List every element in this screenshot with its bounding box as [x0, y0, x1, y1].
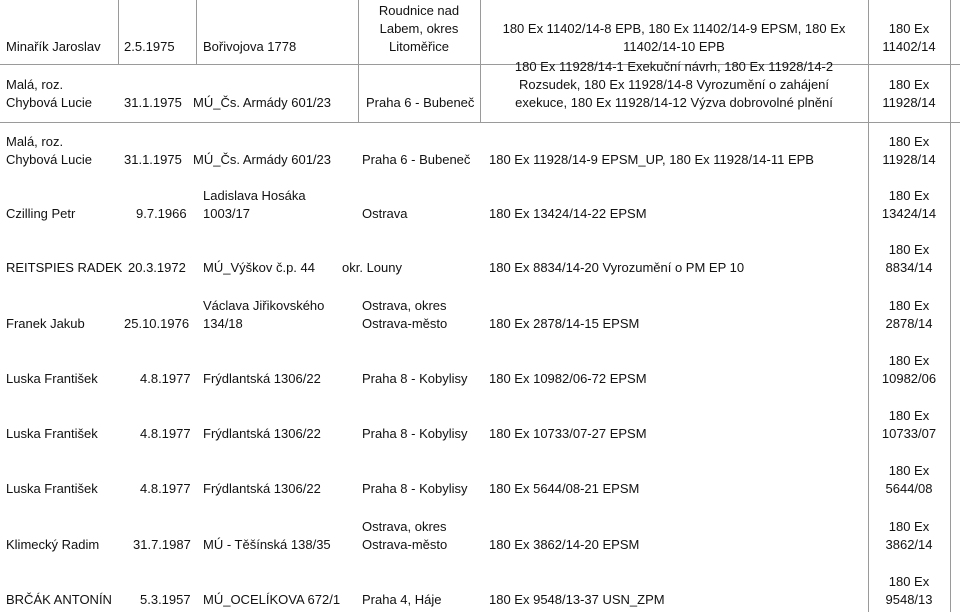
documents-cell: 180 Ex 10982/06-72 EPSM	[489, 371, 647, 386]
street-cell: MÚ_OCELÍKOVA 672/1	[203, 592, 341, 607]
name-cell: Luska František	[6, 371, 98, 386]
grid-line	[950, 0, 951, 612]
name-cell: Klimecký Radim	[6, 537, 100, 552]
name-cell: Czilling Petr	[6, 206, 76, 221]
case-number-cell: 180 Ex 5644/08	[885, 463, 933, 496]
documents-cell: 180 Ex 11928/14-1 Exekuční návrh, 180 Ex 11928/14-2 Rozsudek, 180 Ex 11928/14-8 Vyrozumění o zahájení exekuce, 180 Ex 11928/14-12 Výzva dobrovolné plnění	[514, 59, 834, 110]
street-cell: MÚ_Čs. Armády 601/23	[193, 95, 332, 110]
place-cell: Praha 8 - Kobylisy	[362, 426, 468, 441]
place-cell: Ostrava	[362, 206, 408, 221]
case-number-cell: 180 Ex 11928/14	[882, 77, 936, 110]
documents-cell: 180 Ex 5644/08-21 EPSM	[489, 481, 640, 496]
case-number-cell: 180 Ex 9548/13	[885, 574, 933, 607]
birth-date-cell: 5.3.1957	[140, 592, 191, 607]
street-cell: Frýdlantská 1306/22	[203, 481, 321, 496]
place-cell: Praha 8 - Kobylisy	[362, 481, 468, 496]
place-cell: Praha 4, Háje	[362, 592, 442, 607]
street-cell: Václava Jiřikovského 134/18	[203, 298, 325, 331]
name-cell: Malá, roz. Chybová Lucie	[6, 77, 92, 110]
street-cell: Frýdlantská 1306/22	[203, 371, 321, 386]
name-cell: REITSPIES RADEK	[6, 260, 123, 275]
documents-cell: 180 Ex 11402/14-8 EPB, 180 Ex 11402/14-9 EPSM, 180 Ex 11402/14-10 EPB	[502, 21, 846, 54]
grid-line	[118, 0, 119, 64]
street-cell: Ladislava Hosáka 1003/17	[203, 188, 306, 221]
place-cell: Ostrava, okres Ostrava-město	[362, 298, 448, 331]
street-cell: Bořivojova 1778	[203, 39, 297, 54]
place-cell: Praha 6 - Bubeneč	[366, 95, 475, 110]
name-cell: Franek Jakub	[6, 316, 85, 331]
name-cell: Luska František	[6, 426, 98, 441]
grid-line	[0, 122, 960, 123]
name-cell: Malá, roz. Chybová Lucie	[6, 134, 92, 167]
street-cell: Frýdlantská 1306/22	[203, 426, 321, 441]
name-cell: Luska František	[6, 481, 98, 496]
name-cell: BRČÁK ANTONÍN	[6, 592, 112, 607]
birth-date-cell: 2.5.1975	[124, 39, 175, 54]
documents-cell: 180 Ex 2878/14-15 EPSM	[489, 316, 640, 331]
street-cell: MÚ - Těšínská 138/35	[203, 537, 331, 552]
case-number-cell: 180 Ex 2878/14	[885, 298, 933, 331]
documents-cell: 180 Ex 13424/14-22 EPSM	[489, 206, 647, 221]
birth-date-cell: 31.1.1975	[124, 152, 182, 167]
birth-date-cell: 20.3.1972	[128, 260, 186, 275]
birth-date-cell: 4.8.1977	[140, 481, 191, 496]
case-number-cell: 180 Ex 10982/06	[881, 353, 937, 386]
name-cell: Minařík Jaroslav	[6, 39, 101, 54]
place-cell: Roudnice nad Labem, okres Litoměřice	[378, 3, 460, 54]
case-number-cell: 180 Ex 13424/14	[881, 188, 937, 221]
case-number-cell: 180 Ex 8834/14	[885, 242, 933, 275]
birth-date-cell: 4.8.1977	[140, 371, 191, 386]
case-number-cell: 180 Ex 3862/14	[885, 519, 933, 552]
street-cell: MÚ_Výškov č.p. 44	[203, 260, 315, 275]
place-cell: Praha 8 - Kobylisy	[362, 371, 468, 386]
documents-cell: 180 Ex 9548/13-37 USN_ZPM	[489, 592, 665, 607]
case-number-cell: 180 Ex 11928/14	[882, 134, 936, 167]
documents-cell: 180 Ex 3862/14-20 EPSM	[489, 537, 640, 552]
documents-cell: 180 Ex 8834/14-20 Vyrozumění o PM EP 10	[489, 260, 745, 275]
case-number-cell: 180 Ex 10733/07	[881, 408, 937, 441]
birth-date-cell: 31.7.1987	[133, 537, 191, 552]
birth-date-cell: 4.8.1977	[140, 426, 191, 441]
birth-date-cell: 31.1.1975	[124, 95, 182, 110]
birth-date-cell: 9.7.1966	[136, 206, 187, 221]
birth-date-cell: 25.10.1976	[124, 316, 190, 331]
place-cell: Praha 6 - Bubeneč	[362, 152, 471, 167]
place-cell: okr. Louny	[342, 260, 402, 275]
grid-line	[196, 0, 197, 64]
documents-cell: 180 Ex 10733/07-27 EPSM	[489, 426, 647, 441]
street-cell: MÚ_Čs. Armády 601/23	[193, 152, 332, 167]
documents-cell: 180 Ex 11928/14-9 EPSM_UP, 180 Ex 11928/14-11 EPB	[489, 152, 814, 167]
place-cell: Ostrava, okres Ostrava-město	[362, 519, 448, 552]
case-number-cell: 180 Ex 11402/14	[882, 21, 936, 54]
